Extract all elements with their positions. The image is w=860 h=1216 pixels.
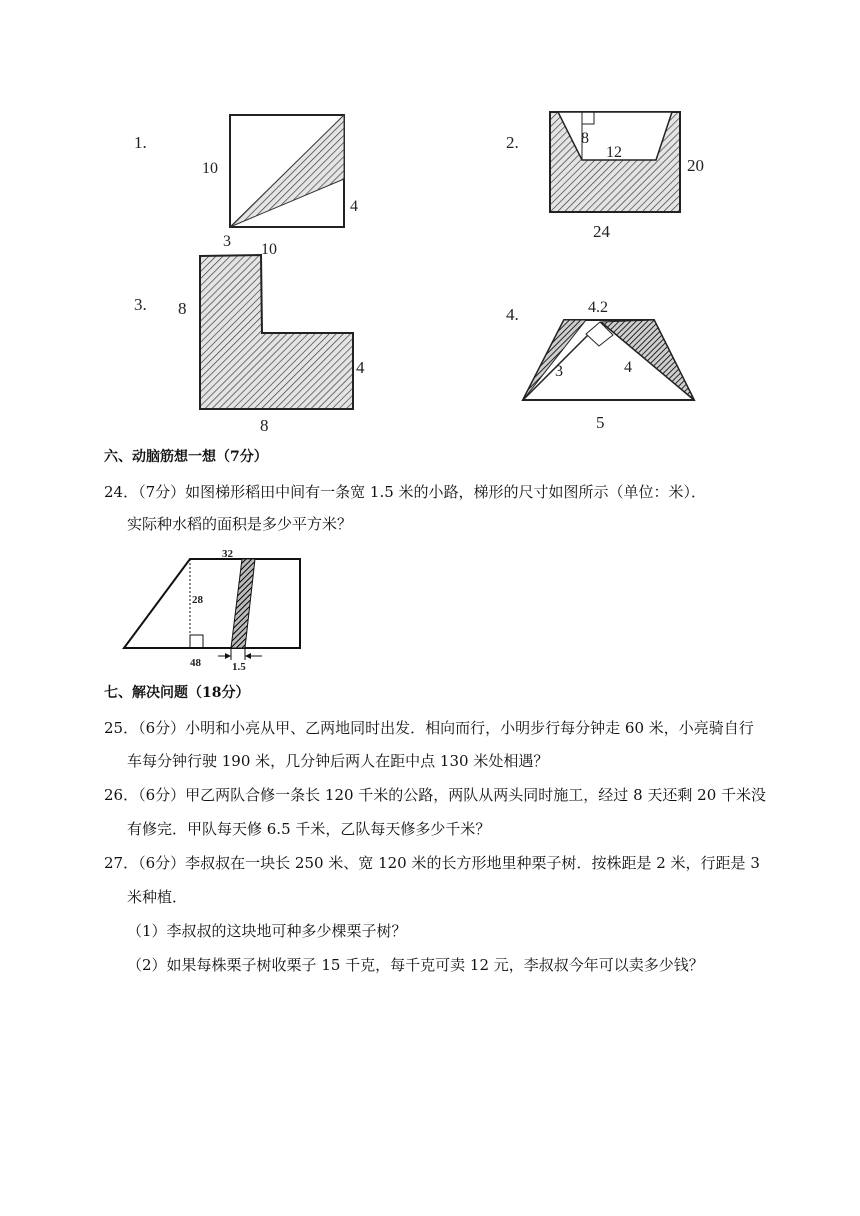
question-24-figure [118, 545, 308, 675]
question-24-label-top: 32 [222, 548, 233, 560]
figure-4-label-top: 4.2 [588, 299, 608, 316]
figure-4-label-left-leg: 3 [555, 363, 563, 380]
figure-2-label-inner-top: 12 [606, 144, 622, 161]
figure-2-label-bottom: 24 [593, 222, 610, 241]
section-6-heading: 六、动脑筋想一想（7分） [104, 449, 268, 465]
figure-1 [134, 115, 358, 258]
figure-2-label-height: 20 [687, 156, 704, 175]
figure-4-label-bottom: 5 [596, 413, 605, 432]
question-24-label-bottom: 48 [190, 657, 201, 669]
question-25-line-1: 25．（6分）小明和小亮从甲、乙两地同时出发．相向而行，小明步行每分钟走 60 米，小亮骑自行 [104, 719, 754, 737]
figure-2-label-inner-height: 8 [581, 130, 589, 147]
question-24-label-height: 28 [192, 594, 203, 606]
figure-1-label-right: 4 [350, 198, 358, 215]
figure-1-label-left: 10 [202, 160, 218, 177]
question-26-line-1: 26．（6分）甲乙两队合修一条长 120 千米的公路，两队从两头同时施工，经过 8 天还剩 20 千米没 [104, 786, 767, 804]
question-27-line-2: 米种植． [127, 888, 188, 906]
figure-4 [506, 299, 694, 432]
question-24-label-path-width: 1.5 [232, 661, 246, 673]
figure-3-number: 3. [134, 295, 147, 314]
figure-3 [134, 255, 365, 435]
figure-3-label-right: 4 [356, 358, 365, 377]
figure-3-label-bottom: 8 [260, 416, 269, 435]
figure-4-number: 4. [506, 305, 519, 324]
figure-2 [506, 112, 704, 241]
figure-1-label-bottom-b: 10 [261, 241, 277, 258]
question-24-line-1: 24．（7分）如图梯形稻田中间有一条宽 1.5 米的小路，梯形的尺寸如图所示（单位：米）． [104, 483, 707, 501]
figure-1-number: 1. [134, 133, 147, 152]
section-7-heading: 七、解决问题（18分） [104, 685, 250, 701]
question-26-line-2: 有修完．甲队每天修 6.5 千米，乙队每天修多少千米？ [127, 820, 491, 838]
figure-4-label-right-leg: 4 [624, 359, 632, 376]
figure-1-label-bottom-a: 3 [223, 233, 231, 250]
question-27-sub-2: （2）如果每株栗子树收栗子 15 千克，每千克可卖 12 元，李叔叔今年可以卖多少钱？ [127, 956, 704, 974]
question-27-sub-1: （1）李叔叔的这块地可种多少棵栗子树？ [127, 922, 407, 940]
figure-2-number: 2. [506, 133, 519, 152]
figure-3-label-height: 8 [178, 299, 187, 318]
question-24-line-2: 实际种水稻的面积是多少平方米？ [127, 515, 353, 533]
geometry-figures [110, 100, 750, 440]
question-27-line-1: 27．（6分）李叔叔在一块长 250 米、宽 120 米的长方形地里种栗子树．按株距是 2 米，行距是 3 [104, 854, 760, 872]
question-25-line-2: 车每分钟行驶 190 米，几分钟后两人在距中点 130 米处相遇？ [127, 752, 549, 770]
